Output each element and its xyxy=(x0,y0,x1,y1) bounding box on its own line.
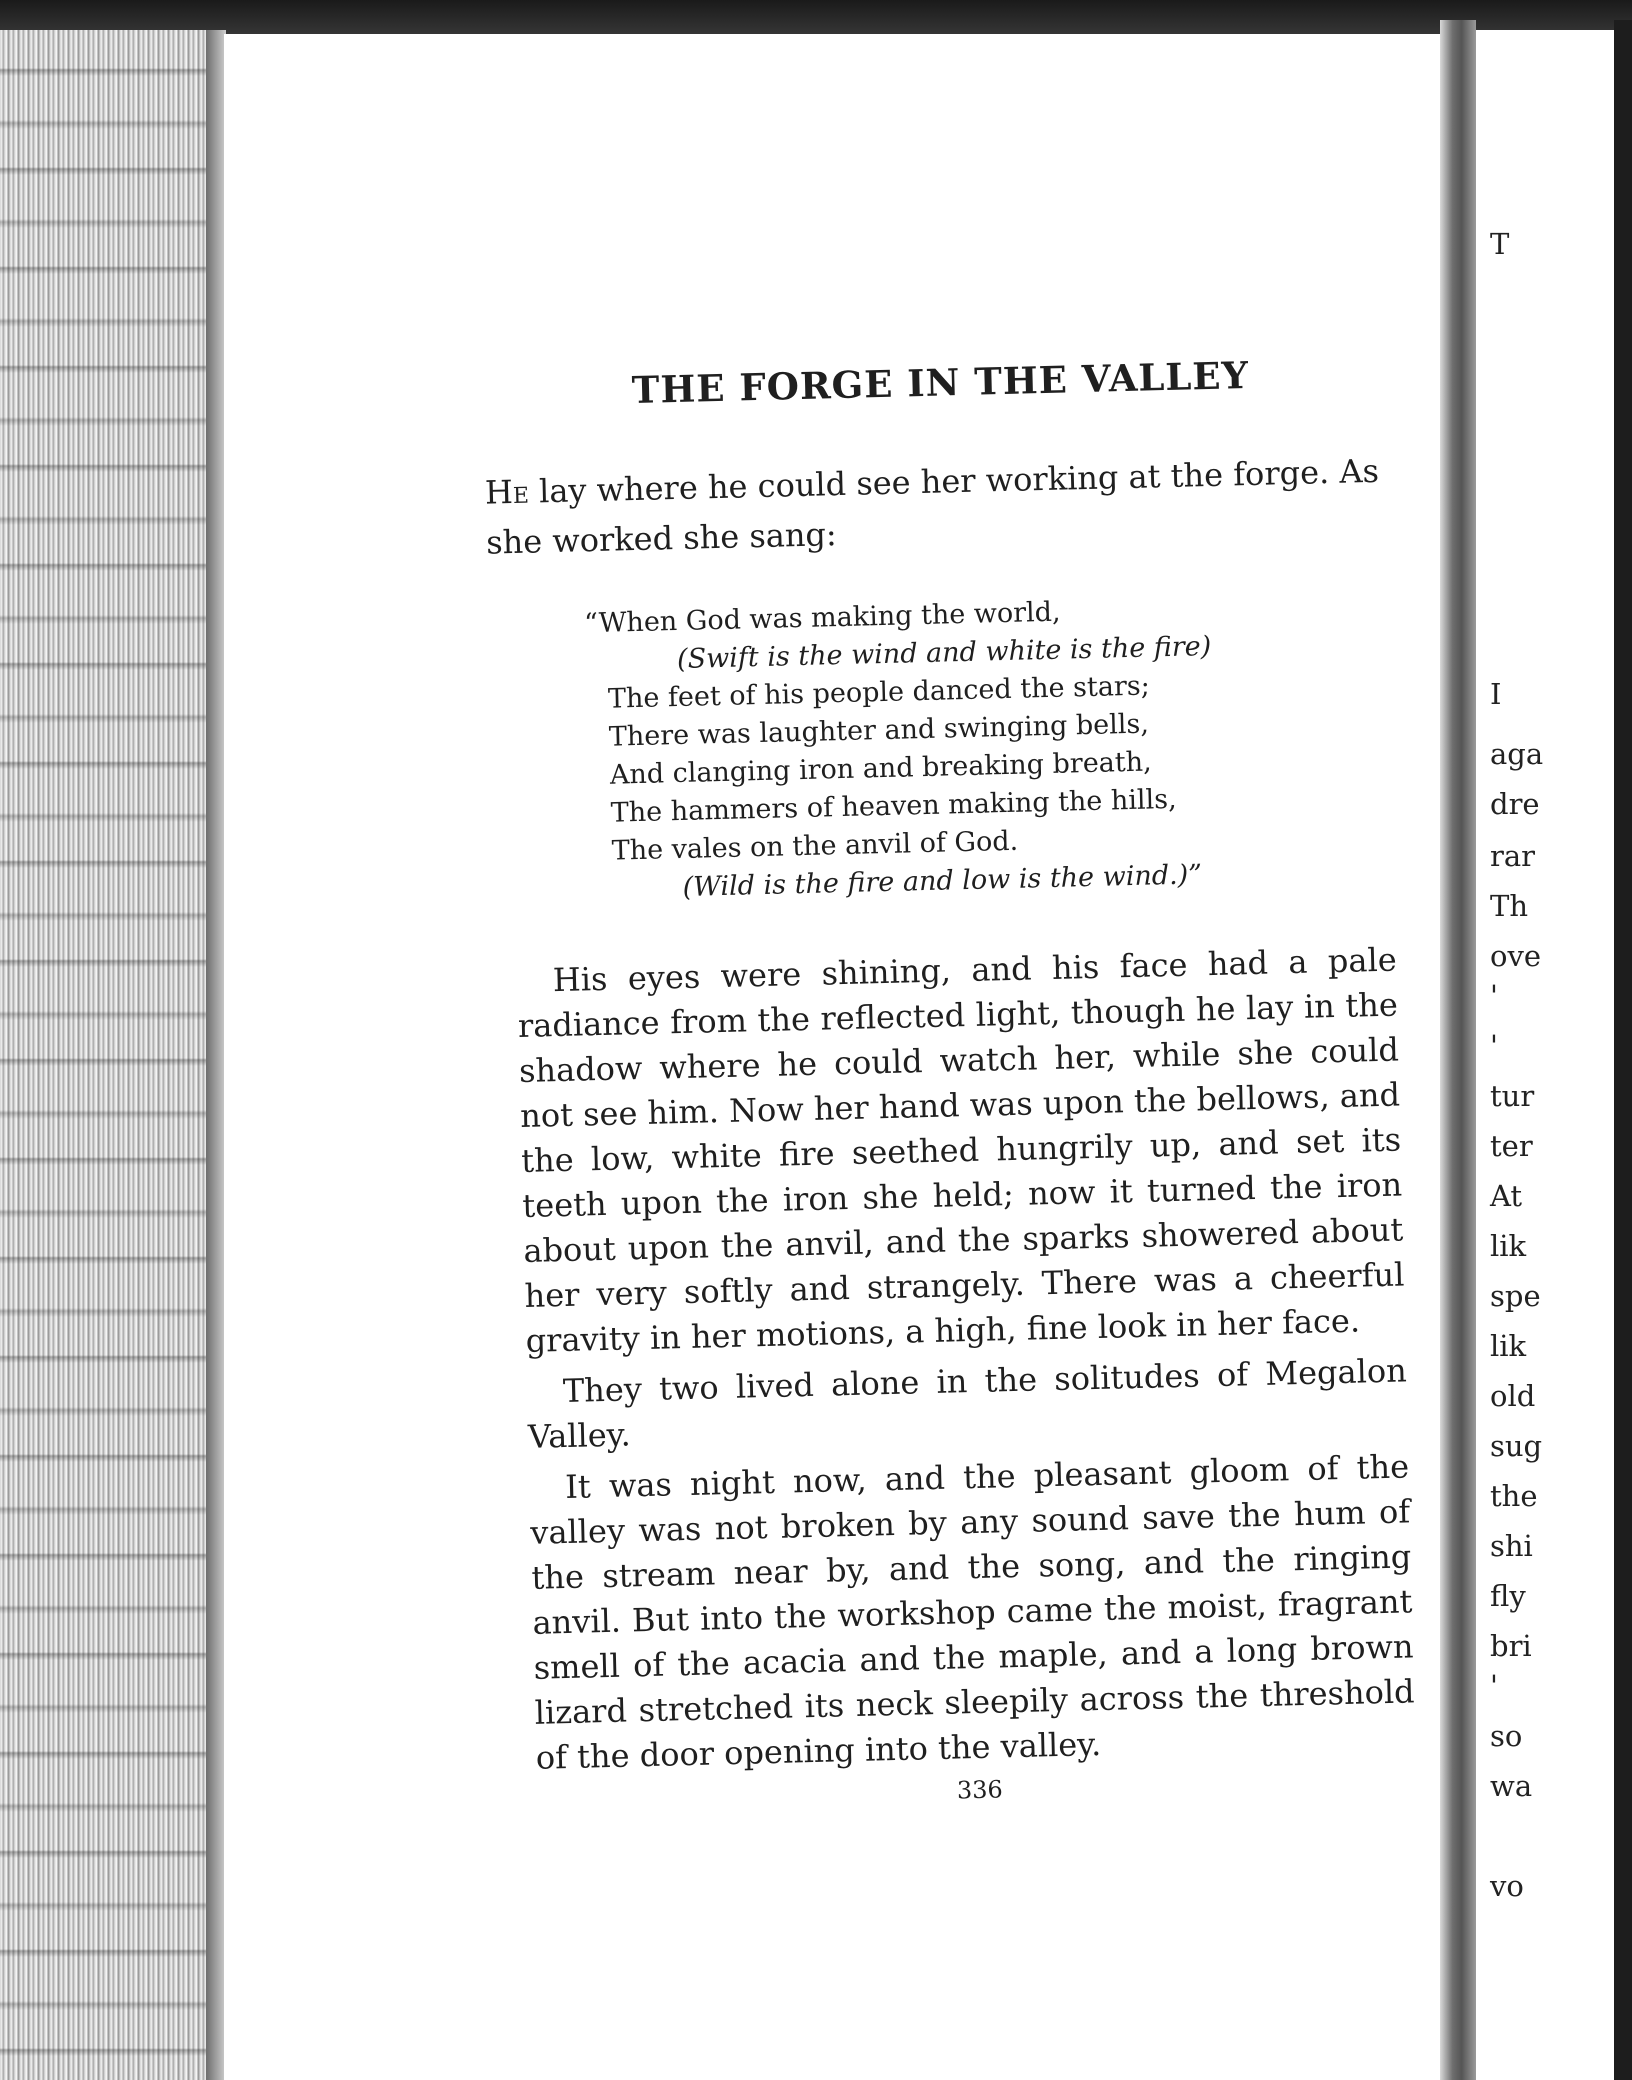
book-gutter xyxy=(1440,20,1476,2080)
facing-page-fragment: bri xyxy=(1490,1629,1532,1663)
facing-page-fragment: rar xyxy=(1490,839,1536,873)
song-verse xyxy=(583,585,1413,908)
facing-page xyxy=(1476,30,1632,2080)
facing-page-fragment: At xyxy=(1490,1179,1523,1213)
facing-page-fragment: sug xyxy=(1490,1429,1543,1463)
song-line: The vales on the anvil of God. xyxy=(611,825,1019,867)
facing-page-fragment: aga xyxy=(1490,737,1544,771)
chapter-title: THE FORGE IN THE VALLEY xyxy=(631,352,1250,413)
paragraph-2: They two lived alone in the solitudes of Megalon Valley. xyxy=(527,1351,1408,1456)
facing-page-fragment: shi xyxy=(1490,1529,1533,1563)
facing-page-fragment: ove xyxy=(1490,939,1542,973)
facing-page-fragment: ter xyxy=(1490,1129,1533,1163)
page-number: 336 xyxy=(956,1775,1004,1805)
facing-page-fragment: fly xyxy=(1490,1579,1526,1613)
facing-page-fragment: ' xyxy=(1490,979,1498,1013)
facing-page-fragment: I xyxy=(1490,677,1502,711)
opening-text: lay where he could see her working at the forge. As she worked she sang: xyxy=(485,451,1380,562)
page-edge-shadow xyxy=(206,30,226,2080)
page-text-block xyxy=(470,349,1435,1815)
facing-page-fragment: so xyxy=(1490,1719,1523,1753)
facing-page-fragment: lik xyxy=(1490,1329,1527,1363)
facing-page-fragment: tur xyxy=(1490,1079,1535,1113)
facing-page-fragment: spe xyxy=(1490,1279,1541,1313)
song-line: “When God was making the world, xyxy=(583,596,1061,640)
book-page-edge xyxy=(0,30,222,2080)
facing-page-fragment: the xyxy=(1490,1479,1538,1513)
opening-paragraph xyxy=(484,445,1404,567)
song-line: There was laughter and swinging bells, xyxy=(608,708,1150,753)
song-line: (Wild is the fire and low is the wind.)” xyxy=(682,859,1203,903)
song-line: The feet of his people danced the stars; xyxy=(607,670,1151,715)
facing-page-fragment: lik xyxy=(1490,1229,1527,1263)
scan-right-border xyxy=(1614,20,1632,2080)
facing-page-fragment: vo xyxy=(1490,1869,1524,1903)
song-line: (Swift is the wind and white is the fire) xyxy=(676,630,1212,676)
facing-page-fragment: Th xyxy=(1490,889,1529,923)
song-line: And clanging iron and breaking breath, xyxy=(609,746,1153,791)
facing-page-fragment: ' xyxy=(1490,1029,1498,1063)
paragraph-3: It was night now, and the pleasant gloom of the valley was not broken by any sound save the hum of the stream near by, and the song, and the ringing anvil. But into the workshop came the moist, fragrant smell of the acacia and the maple, and a long brown lizard stretched its neck sleepily across the threshold of the door opening into the valley. xyxy=(529,1447,1415,1777)
paragraph-1: His eyes were shining, and his face had a pale radiance from the reflected light, though he lay in the shadow where he could watch her, while she could not see him. Now her hand was upon the bellows, and the low, white fire seethed hungrily up, and set its teeth upon the iron she held; now it turned the iron about upon the anvil, and the sparks showered about her very softly and strangely. There was a cheerful gravity in her motions, a high, fine look in her face. xyxy=(517,940,1405,1360)
facing-page-fragment: ' xyxy=(1490,1669,1498,1703)
facing-page-fragment: old xyxy=(1490,1379,1536,1413)
facing-page-fragment: wa xyxy=(1490,1769,1533,1803)
facing-page-fragment: dre xyxy=(1490,787,1540,821)
facing-page-fragment: T xyxy=(1490,227,1510,261)
opening-small-caps: He xyxy=(484,472,530,512)
song-line: The hammers of heaven making the hills, xyxy=(610,783,1177,829)
